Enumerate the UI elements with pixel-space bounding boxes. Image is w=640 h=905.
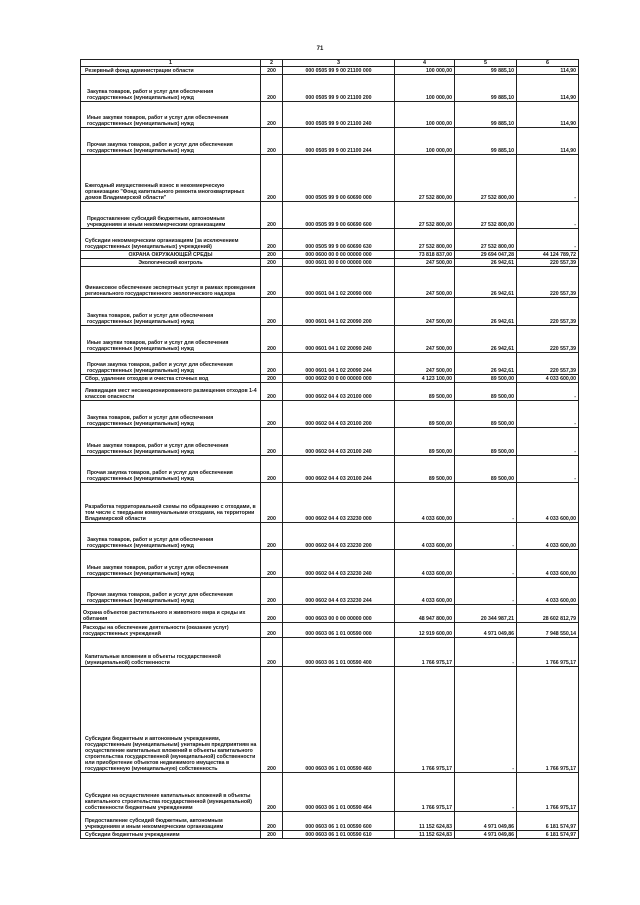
row-approved-amount-cell: 11 152 624,83 [395, 831, 455, 839]
row-budget-code-cell: 000 0505 99 9 00 21100 244 [283, 128, 395, 155]
row-unexecuted-amount-cell: - [517, 401, 579, 428]
table-row [81, 812, 579, 831]
row-executed-amount-cell: 27 532 800,00 [455, 155, 517, 202]
row-name-cell: ОХРАНА ОКРУЖАЮЩЕЙ СРЕДЫ [81, 251, 261, 259]
row-unexecuted-amount-cell: 220 557,39 [517, 267, 579, 298]
row-approved-amount-cell: 1 766 975,17 [395, 667, 455, 773]
row-executed-amount-cell: 20 344 987,21 [455, 605, 517, 623]
row-name-cell: Закупка товаров, работ и услуг для обеспечения государственных (муниципальных) нужд [81, 401, 261, 428]
table-row [81, 67, 579, 75]
row-name-cell: Ежегодный имущественный взнос в некоммерческую организацию "Фонд капитального ремонта многоквартирных домов Владимирской области" [81, 155, 261, 202]
table-row [81, 229, 579, 251]
row-approved-amount-cell: 1 766 975,17 [395, 773, 455, 812]
row-executed-amount-cell: 29 694 047,28 [455, 251, 517, 259]
row-line-code-cell: 200 [261, 383, 283, 401]
row-name-cell: Иные закупки товаров, работ и услуг для обеспечения государственных (муниципальных) нужд [81, 102, 261, 128]
row-unexecuted-amount-cell: 4 033 600,00 [517, 550, 579, 578]
row-unexecuted-amount-cell: - [517, 202, 579, 229]
header-col-1: 1 [81, 60, 261, 67]
table-row [81, 428, 579, 456]
row-line-code-cell: 200 [261, 605, 283, 623]
row-approved-amount-cell: 27 532 800,00 [395, 155, 455, 202]
row-unexecuted-amount-cell: - [517, 155, 579, 202]
row-name-cell: Иные закупки товаров, работ и услуг для обеспечения государственных (муниципальных) нужд [81, 326, 261, 353]
row-name-cell: Резервный фонд администрации области [81, 67, 261, 75]
header-col-3: 3 [283, 60, 395, 67]
row-name-cell: Капитальные вложения в объекты государственной (муниципальной) собственности [81, 638, 261, 667]
table-row [81, 155, 579, 202]
row-unexecuted-amount-cell: 1 766 975,17 [517, 667, 579, 773]
row-name-cell: Ликвидация мест несанкционированного размещения отходов 1-4 классов опасности [81, 383, 261, 401]
row-budget-code-cell: 000 0602 04 4 03 23230 240 [283, 550, 395, 578]
row-budget-code-cell: 000 0601 04 1 02 20090 240 [283, 326, 395, 353]
row-unexecuted-amount-cell: 114,90 [517, 128, 579, 155]
row-executed-amount-cell: - [455, 578, 517, 605]
row-line-code-cell: 200 [261, 155, 283, 202]
row-executed-amount-cell: 89 500,00 [455, 456, 517, 483]
table-row [81, 456, 579, 483]
row-line-code-cell: 200 [261, 667, 283, 773]
header-col-2: 2 [261, 60, 283, 67]
row-line-code-cell: 200 [261, 326, 283, 353]
row-approved-amount-cell: 89 500,00 [395, 383, 455, 401]
row-approved-amount-cell: 89 500,00 [395, 401, 455, 428]
table-body [81, 67, 579, 839]
row-name-cell: Прочая закупка товаров, работ и услуг для обеспечения государственных (муниципальных) нужд [81, 128, 261, 155]
row-budget-code-cell: 000 0602 00 0 00 00000 000 [283, 375, 395, 383]
row-budget-code-cell: 000 0602 04 4 03 23230 200 [283, 523, 395, 550]
header-col-5: 5 [455, 60, 517, 67]
row-line-code-cell: 200 [261, 202, 283, 229]
row-line-code-cell: 200 [261, 523, 283, 550]
row-line-code-cell: 200 [261, 229, 283, 251]
row-approved-amount-cell: 27 532 800,00 [395, 229, 455, 251]
row-approved-amount-cell: 4 033 600,00 [395, 578, 455, 605]
row-approved-amount-cell: 11 152 624,83 [395, 812, 455, 831]
row-approved-amount-cell: 247 500,00 [395, 259, 455, 267]
row-approved-amount-cell: 100 000,00 [395, 67, 455, 75]
row-line-code-cell: 200 [261, 550, 283, 578]
row-unexecuted-amount-cell: 220 557,39 [517, 353, 579, 375]
table-row [81, 523, 579, 550]
row-name-cell: Предоставление субсидий бюджетным, автономным учреждениям и иным некоммерческим организациям [81, 812, 261, 831]
row-name-cell: Закупка товаров, работ и услуг для обеспечения государственных (муниципальных) нужд [81, 298, 261, 326]
row-unexecuted-amount-cell: 6 181 574,97 [517, 812, 579, 831]
row-unexecuted-amount-cell: 4 033 600,00 [517, 523, 579, 550]
row-approved-amount-cell: 247 500,00 [395, 267, 455, 298]
row-executed-amount-cell: - [455, 550, 517, 578]
row-line-code-cell: 200 [261, 259, 283, 267]
row-line-code-cell: 200 [261, 67, 283, 75]
row-budget-code-cell: 000 0505 99 9 00 60690 000 [283, 155, 395, 202]
row-budget-code-cell: 000 0603 06 1 01 00590 610 [283, 831, 395, 839]
row-unexecuted-amount-cell: 7 948 550,14 [517, 623, 579, 638]
row-unexecuted-amount-cell: 4 033 600,00 [517, 483, 579, 523]
row-budget-code-cell: 000 0505 99 9 00 60690 600 [283, 202, 395, 229]
row-executed-amount-cell: 26 942,61 [455, 298, 517, 326]
row-executed-amount-cell: 27 532 800,00 [455, 229, 517, 251]
row-line-code-cell: 200 [261, 75, 283, 102]
table-row [81, 578, 579, 605]
row-line-code-cell: 200 [261, 623, 283, 638]
row-line-code-cell: 200 [261, 483, 283, 523]
row-name-cell: Охрана объектов растительного и животного мира и среды их обитания [81, 605, 261, 623]
table-header-row [81, 60, 579, 67]
row-approved-amount-cell: 73 818 837,00 [395, 251, 455, 259]
row-executed-amount-cell: 89 500,00 [455, 375, 517, 383]
row-executed-amount-cell: 4 971 049,86 [455, 623, 517, 638]
row-unexecuted-amount-cell: 114,90 [517, 102, 579, 128]
row-line-code-cell: 200 [261, 456, 283, 483]
row-approved-amount-cell: 247 500,00 [395, 326, 455, 353]
row-name-cell: Прочая закупка товаров, работ и услуг для обеспечения государственных (муниципальных) нужд [81, 578, 261, 605]
row-line-code-cell: 200 [261, 375, 283, 383]
row-approved-amount-cell: 100 000,00 [395, 102, 455, 128]
row-budget-code-cell: 000 0603 06 1 01 00590 460 [283, 667, 395, 773]
row-unexecuted-amount-cell: 220 557,39 [517, 326, 579, 353]
table-row [81, 298, 579, 326]
table-row [81, 202, 579, 229]
row-line-code-cell: 200 [261, 578, 283, 605]
table-row [81, 401, 579, 428]
row-line-code-cell: 200 [261, 251, 283, 259]
row-approved-amount-cell: 4 033 600,00 [395, 550, 455, 578]
header-col-6: 6 [517, 60, 579, 67]
row-name-cell: Финансовое обеспечение экспертных услуг в рамках проведения регионального государственного экологического надзора [81, 267, 261, 298]
row-name-cell: Субсидии некоммерческим организациям (за исключением государственных (муниципальных) учреждений) [81, 229, 261, 251]
table-row [81, 251, 579, 259]
row-unexecuted-amount-cell: 1 766 975,17 [517, 773, 579, 812]
row-executed-amount-cell: 26 942,61 [455, 267, 517, 298]
row-line-code-cell: 200 [261, 773, 283, 812]
table-row [81, 638, 579, 667]
table-row [81, 326, 579, 353]
row-executed-amount-cell: 89 500,00 [455, 428, 517, 456]
row-approved-amount-cell: 4 033 600,00 [395, 523, 455, 550]
row-budget-code-cell: 000 0603 06 1 01 00590 000 [283, 623, 395, 638]
row-executed-amount-cell: 26 942,61 [455, 353, 517, 375]
table-row [81, 623, 579, 638]
page-number: 71 [316, 46, 324, 52]
row-approved-amount-cell: 27 532 800,00 [395, 202, 455, 229]
row-line-code-cell: 200 [261, 401, 283, 428]
row-budget-code-cell: 000 0602 04 4 03 23230 244 [283, 578, 395, 605]
row-budget-code-cell: 000 0602 04 4 03 20100 240 [283, 428, 395, 456]
row-unexecuted-amount-cell: 220 557,39 [517, 259, 579, 267]
row-budget-code-cell: 000 0603 06 1 01 00590 464 [283, 773, 395, 812]
row-name-cell: Предоставление субсидий бюджетным, автономным учреждениям и иным некоммерческим организациям [81, 202, 261, 229]
row-budget-code-cell: 000 0601 04 1 02 20090 200 [283, 298, 395, 326]
table-row [81, 550, 579, 578]
row-executed-amount-cell: 27 532 800,00 [455, 202, 517, 229]
row-name-cell: Разработка территориальной схемы по обращению с отходами, в том числе с твердыми коммунальными отходами, на территории Владимирской области [81, 483, 261, 523]
row-unexecuted-amount-cell: - [517, 383, 579, 401]
row-unexecuted-amount-cell: 220 557,39 [517, 298, 579, 326]
row-line-code-cell: 200 [261, 428, 283, 456]
row-unexecuted-amount-cell: 28 602 812,79 [517, 605, 579, 623]
row-unexecuted-amount-cell: 4 033 600,00 [517, 578, 579, 605]
row-line-code-cell: 200 [261, 812, 283, 831]
row-budget-code-cell: 000 0505 99 9 00 60690 630 [283, 229, 395, 251]
row-name-cell: Закупка товаров, работ и услуг для обеспечения государственных (муниципальных) нужд [81, 75, 261, 102]
row-executed-amount-cell: - [455, 523, 517, 550]
row-budget-code-cell: 000 0600 00 0 00 00000 000 [283, 251, 395, 259]
row-line-code-cell: 200 [261, 267, 283, 298]
row-executed-amount-cell: - [455, 667, 517, 773]
row-approved-amount-cell: 12 919 600,00 [395, 623, 455, 638]
row-line-code-cell: 200 [261, 128, 283, 155]
row-unexecuted-amount-cell: 114,90 [517, 75, 579, 102]
row-approved-amount-cell: 100 000,00 [395, 75, 455, 102]
table-row [81, 605, 579, 623]
row-budget-code-cell: 000 0601 00 0 00 00000 000 [283, 259, 395, 267]
row-executed-amount-cell: 4 971 049,86 [455, 831, 517, 839]
row-line-code-cell: 200 [261, 831, 283, 839]
row-unexecuted-amount-cell: 4 033 600,00 [517, 375, 579, 383]
row-unexecuted-amount-cell: 1 766 975,17 [517, 638, 579, 667]
table-row [81, 375, 579, 383]
row-executed-amount-cell: - [455, 638, 517, 667]
row-approved-amount-cell: 4 033 600,00 [395, 483, 455, 523]
row-executed-amount-cell: 99 885,10 [455, 67, 517, 75]
row-name-cell: Экологический контроль [81, 259, 261, 267]
row-executed-amount-cell: 26 942,61 [455, 326, 517, 353]
row-budget-code-cell: 000 0601 04 1 02 20090 000 [283, 267, 395, 298]
row-approved-amount-cell: 89 500,00 [395, 456, 455, 483]
row-name-cell: Сбор, удаление отходов и очистка сточных вод [81, 375, 261, 383]
budget-table [80, 59, 579, 839]
row-line-code-cell: 200 [261, 638, 283, 667]
row-executed-amount-cell: 4 971 049,86 [455, 812, 517, 831]
row-approved-amount-cell: 247 500,00 [395, 353, 455, 375]
row-budget-code-cell: 000 0505 99 9 00 21100 240 [283, 102, 395, 128]
row-unexecuted-amount-cell: 6 181 574,97 [517, 831, 579, 839]
row-budget-code-cell: 000 0602 04 4 03 20100 200 [283, 401, 395, 428]
row-unexecuted-amount-cell: 44 124 789,72 [517, 251, 579, 259]
row-budget-code-cell: 000 0505 99 9 00 21100 000 [283, 67, 395, 75]
table-row [81, 267, 579, 298]
row-executed-amount-cell: 89 500,00 [455, 401, 517, 428]
table-row [81, 128, 579, 155]
table-row [81, 353, 579, 375]
row-unexecuted-amount-cell: 114,90 [517, 67, 579, 75]
row-executed-amount-cell: 99 885,10 [455, 102, 517, 128]
row-budget-code-cell: 000 0505 99 9 00 21100 200 [283, 75, 395, 102]
row-unexecuted-amount-cell: - [517, 456, 579, 483]
row-budget-code-cell: 000 0603 06 1 01 00590 600 [283, 812, 395, 831]
row-executed-amount-cell: - [455, 483, 517, 523]
row-unexecuted-amount-cell: - [517, 229, 579, 251]
row-name-cell: Прочая закупка товаров, работ и услуг для обеспечения государственных (муниципальных) нужд [81, 353, 261, 375]
row-approved-amount-cell: 48 947 800,00 [395, 605, 455, 623]
row-name-cell: Субсидии бюджетным и автономным учреждениям, государственным (муниципальным) унитарным предприятиям на осуществление капитальных вложений в объекты капитального строительства государственной (муниципальной) собственности или приобретение объектов недвижимого имущества в государственную (муниципальную) собственность [81, 667, 261, 773]
table-row [81, 667, 579, 773]
row-line-code-cell: 200 [261, 353, 283, 375]
row-unexecuted-amount-cell: - [517, 428, 579, 456]
row-approved-amount-cell: 247 500,00 [395, 298, 455, 326]
row-line-code-cell: 200 [261, 298, 283, 326]
row-name-cell: Прочая закупка товаров, работ и услуг для обеспечения государственных (муниципальных) нужд [81, 456, 261, 483]
table-row [81, 831, 579, 839]
row-executed-amount-cell: 26 942,61 [455, 259, 517, 267]
row-approved-amount-cell: 89 500,00 [395, 428, 455, 456]
row-name-cell: Расходы на обеспечение деятельности (оказание услуг) государственных учреждений [81, 623, 261, 638]
table-row [81, 259, 579, 267]
row-budget-code-cell: 000 0602 04 4 03 23230 000 [283, 483, 395, 523]
row-approved-amount-cell: 1 766 975,17 [395, 638, 455, 667]
row-name-cell: Иные закупки товаров, работ и услуг для обеспечения государственных (муниципальных) нужд [81, 550, 261, 578]
row-budget-code-cell: 000 0603 06 1 01 00590 400 [283, 638, 395, 667]
row-executed-amount-cell: 99 885,10 [455, 128, 517, 155]
row-name-cell: Иные закупки товаров, работ и услуг для обеспечения государственных (муниципальных) нужд [81, 428, 261, 456]
row-name-cell: Закупка товаров, работ и услуг для обеспечения государственных (муниципальных) нужд [81, 523, 261, 550]
row-budget-code-cell: 000 0602 04 4 03 20100 000 [283, 383, 395, 401]
row-approved-amount-cell: 4 123 100,00 [395, 375, 455, 383]
row-line-code-cell: 200 [261, 102, 283, 128]
row-budget-code-cell: 000 0603 00 0 00 00000 000 [283, 605, 395, 623]
row-name-cell: Субсидии на осуществление капитальных вложений в объекты капитального строительства государственной (муниципальной) собственности бюджетным учреждениям [81, 773, 261, 812]
table-row [81, 483, 579, 523]
row-executed-amount-cell: 89 500,00 [455, 383, 517, 401]
row-executed-amount-cell: 99 885,10 [455, 75, 517, 102]
table-row [81, 75, 579, 102]
table-row [81, 383, 579, 401]
row-approved-amount-cell: 100 000,00 [395, 128, 455, 155]
row-budget-code-cell: 000 0602 04 4 03 20100 244 [283, 456, 395, 483]
row-budget-code-cell: 000 0601 04 1 02 20090 244 [283, 353, 395, 375]
header-col-4: 4 [395, 60, 455, 67]
table-row [81, 773, 579, 812]
row-executed-amount-cell: - [455, 773, 517, 812]
table-row [81, 102, 579, 128]
row-name-cell: Субсидии бюджетным учреждениям [81, 831, 261, 839]
